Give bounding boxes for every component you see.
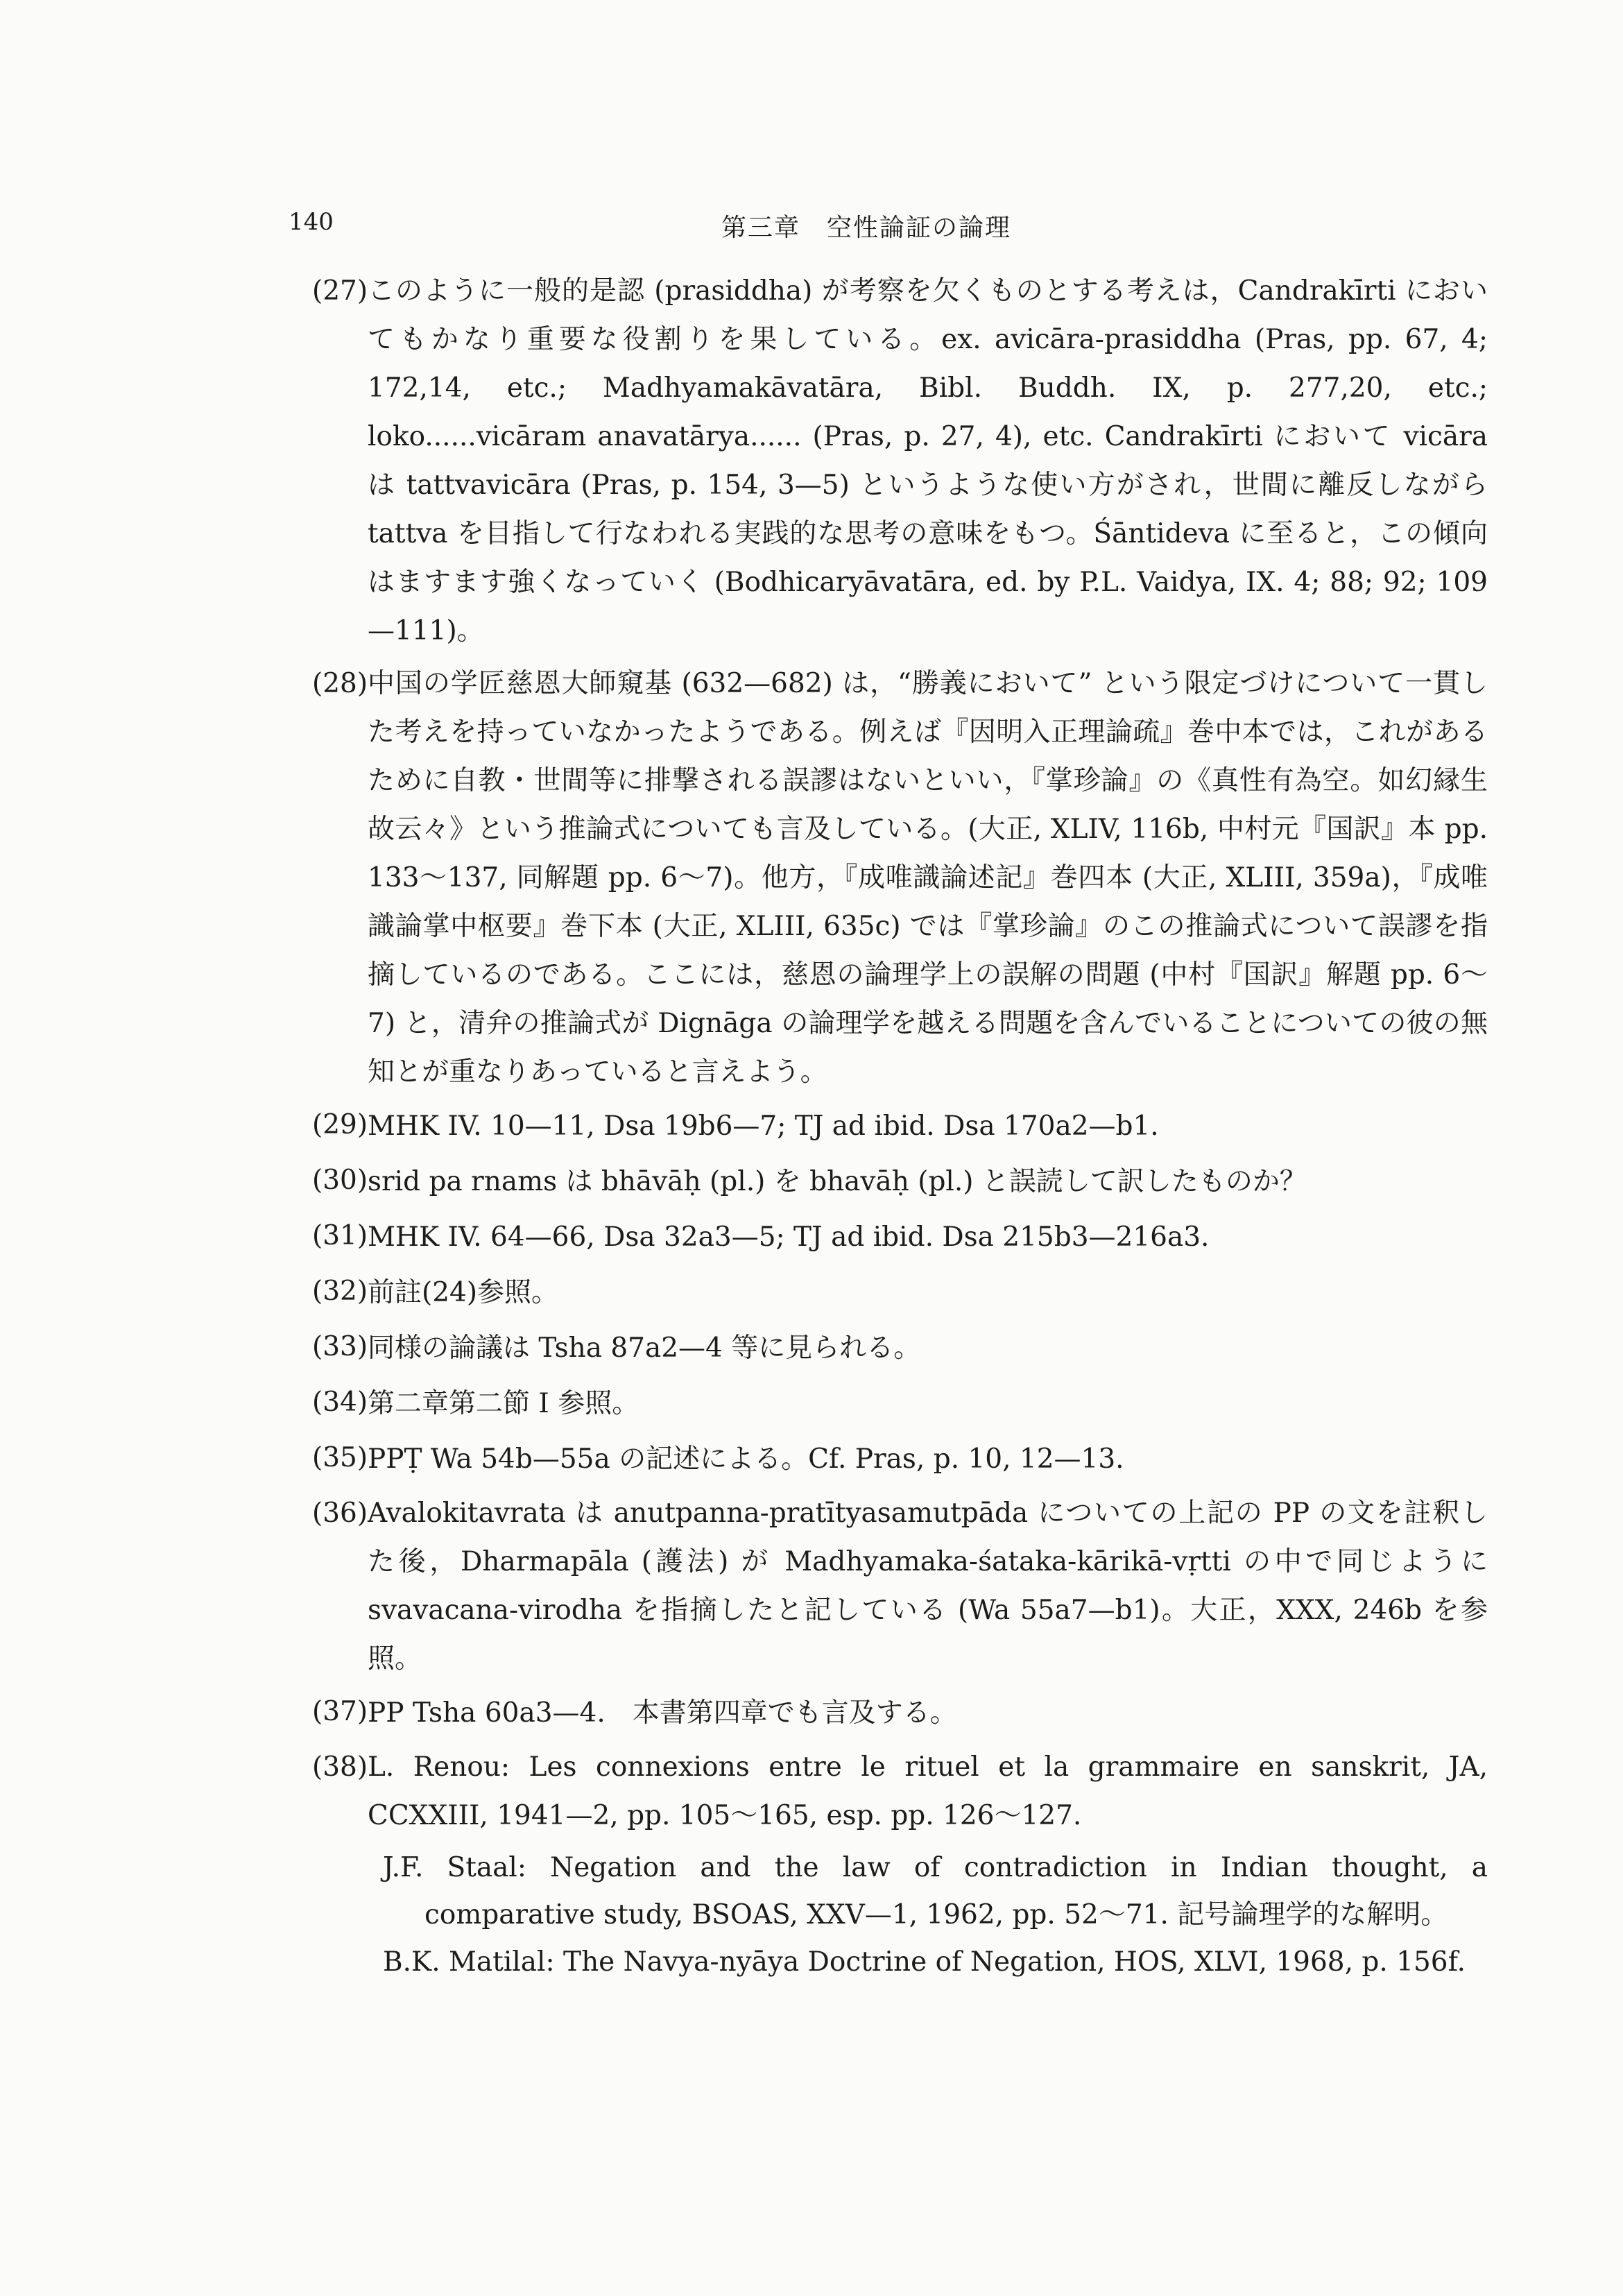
- note-text: srid pa rnams は bhāvāḥ (pl.) を bhavāḥ (pl.) と誤読して訳したものか？: [368, 1166, 1307, 1197]
- reference-staal: J.F. Staal: Negation and the law of contradiction in Indian thought, a comparative study, BSOAS, XXV—1, 1962, pp. 52〜71. 記号論理学的な解明。: [383, 1852, 1488, 1930]
- note-number: (31): [312, 1220, 368, 1251]
- note-number: (29): [312, 1109, 368, 1140]
- note-number: (32): [312, 1276, 368, 1307]
- note-27: [312, 267, 1488, 656]
- note-text: 同様の論議は Tsha 87a2—4 等に見られる。: [368, 1333, 921, 1364]
- note-text: 第二章第二節 I 参照。: [368, 1388, 639, 1419]
- note-text: このように一般的是認 (prasiddha) が考察を欠くものとする考えは，Candrakīrti においてもかなり重要な役割りを果している。ex. avicāra-prasiddha (Pras, pp. 67, 4; 172,14, etc.; Madhyamakāvatāra, Bibl. Buddh. IX, p. 277,20, etc.; loko......vicāram anavatārya...... (Pras, p. 27, 4), etc. Candrakīrti において vicāra は tattvavicāra (Pras, p. 154, 3—5) というような使い方がされ，世間に離反しながら tattva を目指して行なわれる実践的な思考の意味をもつ。Śāntideva に至ると，この傾向はますます強くなっていく (Bodhicaryāvatāra, ed. by P.L. Vaidya, IX. 4; 88; 92; 109—111)。: [368, 275, 1488, 646]
- note-text: MHK IV. 64—66, Dsa 32a3—5; TJ ad ibid. Dsa 215b3—216a3.: [368, 1222, 1210, 1253]
- note-text: MHK IV. 10—11, Dsa 19b6—7; TJ ad ibid. Dsa 170a2—b1.: [368, 1111, 1159, 1142]
- note-text: PPṬ Wa 54b—55a の記述による。Cf. Pras, p. 10, 12—13.: [368, 1443, 1124, 1475]
- page-number: 140: [289, 208, 334, 236]
- note-number: (34): [312, 1387, 368, 1418]
- note-number: (36): [312, 1498, 368, 1529]
- footnotes-list: [312, 267, 1488, 1986]
- note-32: [312, 1267, 1488, 1319]
- reference-renou: L. Renou: Les connexions entre le rituel et la grammaire en sanskrit, JA, CCXXIII, 1941—2, pp. 105〜165, esp. pp. 126〜127.: [368, 1751, 1488, 1831]
- note-36: [312, 1489, 1488, 1684]
- note-28: [312, 660, 1488, 1097]
- note-number: (35): [312, 1442, 368, 1473]
- note-38: [312, 1743, 1488, 1840]
- note-number: (33): [312, 1331, 368, 1362]
- note-number: (28): [312, 668, 368, 699]
- reference-matilal: B.K. Matilal: The Navya-nyāya Doctrine of Negation, HOS, XLVI, 1968, p. 156f.: [383, 1946, 1466, 1978]
- note-37: [312, 1688, 1488, 1739]
- note-number: (37): [312, 1696, 368, 1727]
- note-34: [312, 1378, 1488, 1430]
- note-text: 前註(24)参照。: [368, 1277, 559, 1308]
- note-31: [312, 1212, 1488, 1263]
- running-title: 第三章 空性論証の論理: [721, 214, 1012, 242]
- note-text: PP Tsha 60a3—4. 本書第四章でも言及する。: [368, 1697, 957, 1729]
- note-number: (30): [312, 1165, 368, 1196]
- note-35: [312, 1434, 1488, 1485]
- note-30: [312, 1156, 1488, 1208]
- note-33: [312, 1323, 1488, 1374]
- note-text: 中国の学匠慈恩大師窺基 (632—682) は，“勝義において” という限定づけについて一貫した考えを持っていなかったようである。例えば『因明入正理論疏』巻中本では，これがあるために自教・世間等に排撃される誤謬はないといい，『掌珍論』の《真性有為空。如幻縁生故云々》という推論式についても言及している。(大正, XLIV, 116b, 中村元『国訳』本 pp. 133〜137, 同解題 pp. 6〜7)。他方，『成唯識論述記』巻四本 (大正, XLIII, 359a)，『成唯識論掌中枢要』巻下本 (大正, XLIII, 635c) では『掌珍論』のこの推論式について誤謬を指摘しているのである。ここには，慈恩の論理学上の誤解の問題 (中村『国訳』解題 pp. 6〜7) と，清弁の推論式が Dignāga の論理学を越える問題を含んでいることについての彼の無知とが重なりあっていると言えよう。: [368, 668, 1488, 1088]
- note-29: [312, 1101, 1488, 1152]
- page-header: [0, 208, 1623, 250]
- note-text: Avalokitavrata は anutpanna-pratītyasamutpāda についての上記の PP の文を註釈した後，Dharmapāla (護法) が Madhyamaka-śataka-kārikā-vṛtti の中で同じように svavacana-virodha を指摘したと記している (Wa 55a7—b1)。大正，XXX, 246b を参照。: [368, 1498, 1488, 1674]
- note-number: (38): [312, 1751, 368, 1783]
- note-number: (27): [312, 275, 368, 307]
